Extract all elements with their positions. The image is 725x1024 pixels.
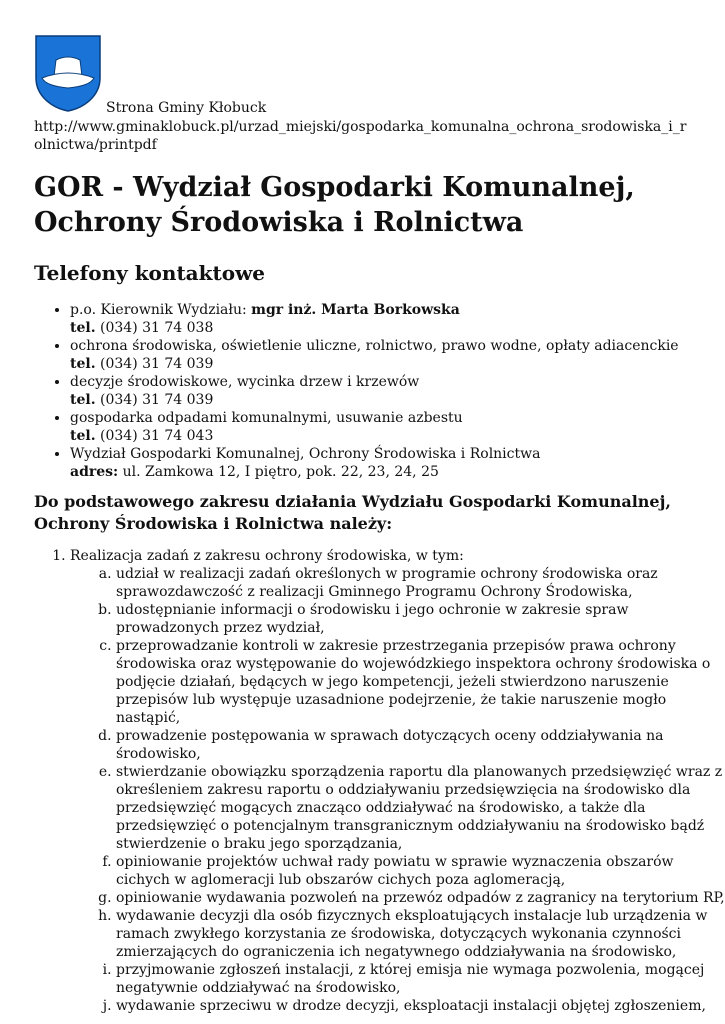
- contact-text: decyzje środowiskowe, wycinka drzew i krzewów: [70, 374, 420, 390]
- scope-subitem: h. wydawanie decyzji dla osób fizycznych eksploatujących instalacje lub urządzenia w ramach zwykłego korzystania ze środowiska, dotyczących wykonania czynności zmierzających do ograniczenia ich negatywnego oddziaływania na środowisko,: [116, 907, 725, 961]
- scope-subitem: c. przeprowadzanie kontroli w zakresie przestrzegania przepisów prawa ochrony środowiska oraz występowanie do wojewódzkiego inspektora ochrony środowiska o podjęcie działań, będących w jego kompetencji, jeżeli stwierdzono naruszenie przepisów lub występuje uzasadnione podejrzenie, że takie naruszenie mogło nastąpić,: [116, 637, 725, 727]
- scope-item-text: Realizacja zadań z zakresu ochrony środowiska, w tym:: [70, 548, 464, 564]
- contact-item: [70, 445, 725, 481]
- contact-text: ochrona środowiska, oświetlenie uliczne, rolnictwo, prawo wodne, opłaty adiacenckie: [70, 338, 679, 354]
- scope-subitem: j. wydawanie sprzeciwu w drodze decyzji, eksploatacji instalacji objętej zgłoszeniem,: [116, 997, 725, 1015]
- contact-person: mgr inż. Marta Borkowska: [251, 302, 460, 318]
- scope-list: [34, 547, 725, 1015]
- contact-label: tel.: [70, 392, 96, 408]
- contact-label: tel.: [70, 428, 96, 444]
- contact-value: (034) 31 74 039: [95, 392, 214, 408]
- contact-label: tel.: [70, 320, 96, 336]
- scope-subitem: e. stwierdzanie obowiązku sporządzenia raportu dla planowanych przedsięwzięć wraz z określeniem zakresu raportu o oddziaływaniu przedsięwzięcia na środowisko dla przedsięwzięć mogących znacząco oddziaływać na środowisko, a także dla przedsięwzięć o potencjalnym transgranicznym oddziaływaniu na środowisko bądź stwierdzenie o braku jego sporządzania,: [116, 763, 725, 853]
- contact-label: tel.: [70, 356, 96, 372]
- scope-subitem: f. opiniowanie projektów uchwał rady powiatu w sprawie wyznaczenia obszarów cichych w aglomeracji lub obszarów cichych poza aglomeracją,: [116, 853, 725, 889]
- scope-subitem: b. udostępnianie informacji o środowisku i jego ochronie w zakresie spraw prowadzonych przez wydział,: [116, 601, 725, 637]
- contact-label: adres:: [70, 464, 119, 480]
- scope-subitem: d. prowadzenie postępowania w sprawach dotyczących oceny oddziaływania na środowisko,: [116, 727, 725, 763]
- scope-subitem: g. opiniowanie wydawania pozwoleń na przewóz odpadów z zagranicy na terytorium RP,: [116, 889, 725, 907]
- contacts-heading: Telefony kontaktowe: [34, 261, 266, 285]
- scope-sublist: [70, 565, 725, 1015]
- page-title: GOR - Wydział Gospodarki Komunalnej, Ochrony Środowiska i Rolnictwa: [34, 172, 635, 238]
- scope-subitem: a. udział w realizacji zadań określonych w programie ochrony środowiska oraz sprawozdawczość z realizacji Gminnego Programu Ochrony Środowiska,: [116, 565, 725, 601]
- contact-item: [70, 301, 725, 337]
- contact-item: [70, 409, 725, 445]
- page-url[interactable]: http://www.gminaklobuck.pl/urzad_miejski/gospodarka_komunalna_ochrona_srodowiska_i_rolnictwa/printpdf: [34, 119, 687, 153]
- contact-item: [70, 337, 725, 373]
- contact-item: [70, 373, 725, 409]
- coat-of-arms-icon: [34, 34, 102, 112]
- scope-subitem: i. przyjmowanie zgłoszeń instalacji, z której emisja nie wymaga pozwolenia, mogącej negatywnie oddziaływać na środowisko,: [116, 961, 725, 997]
- contact-value: (034) 31 74 039: [95, 356, 214, 372]
- contact-text: p.o. Kierownik Wydziału:: [70, 302, 252, 318]
- contact-value: (034) 31 74 043: [95, 428, 214, 444]
- contact-value: ul. Zamkowa 12, I piętro, pok. 22, 23, 24, 25: [118, 464, 439, 480]
- contacts-list: [34, 301, 725, 481]
- contact-value: (034) 31 74 038: [95, 320, 214, 336]
- scope-item: [70, 547, 725, 1015]
- contact-text: gospodarka odpadami komunalnymi, usuwanie azbestu: [70, 410, 463, 426]
- contact-text: Wydział Gospodarki Komunalnej, Ochrony Środowiska i Rolnictwa: [70, 446, 541, 462]
- site-name: Strona Gminy Kłobuck: [106, 100, 267, 116]
- scope-heading: Do podstawowego zakresu działania Wydziału Gospodarki Komunalnej, Ochrony Środowiska i Rolnictwa należy:: [34, 492, 671, 533]
